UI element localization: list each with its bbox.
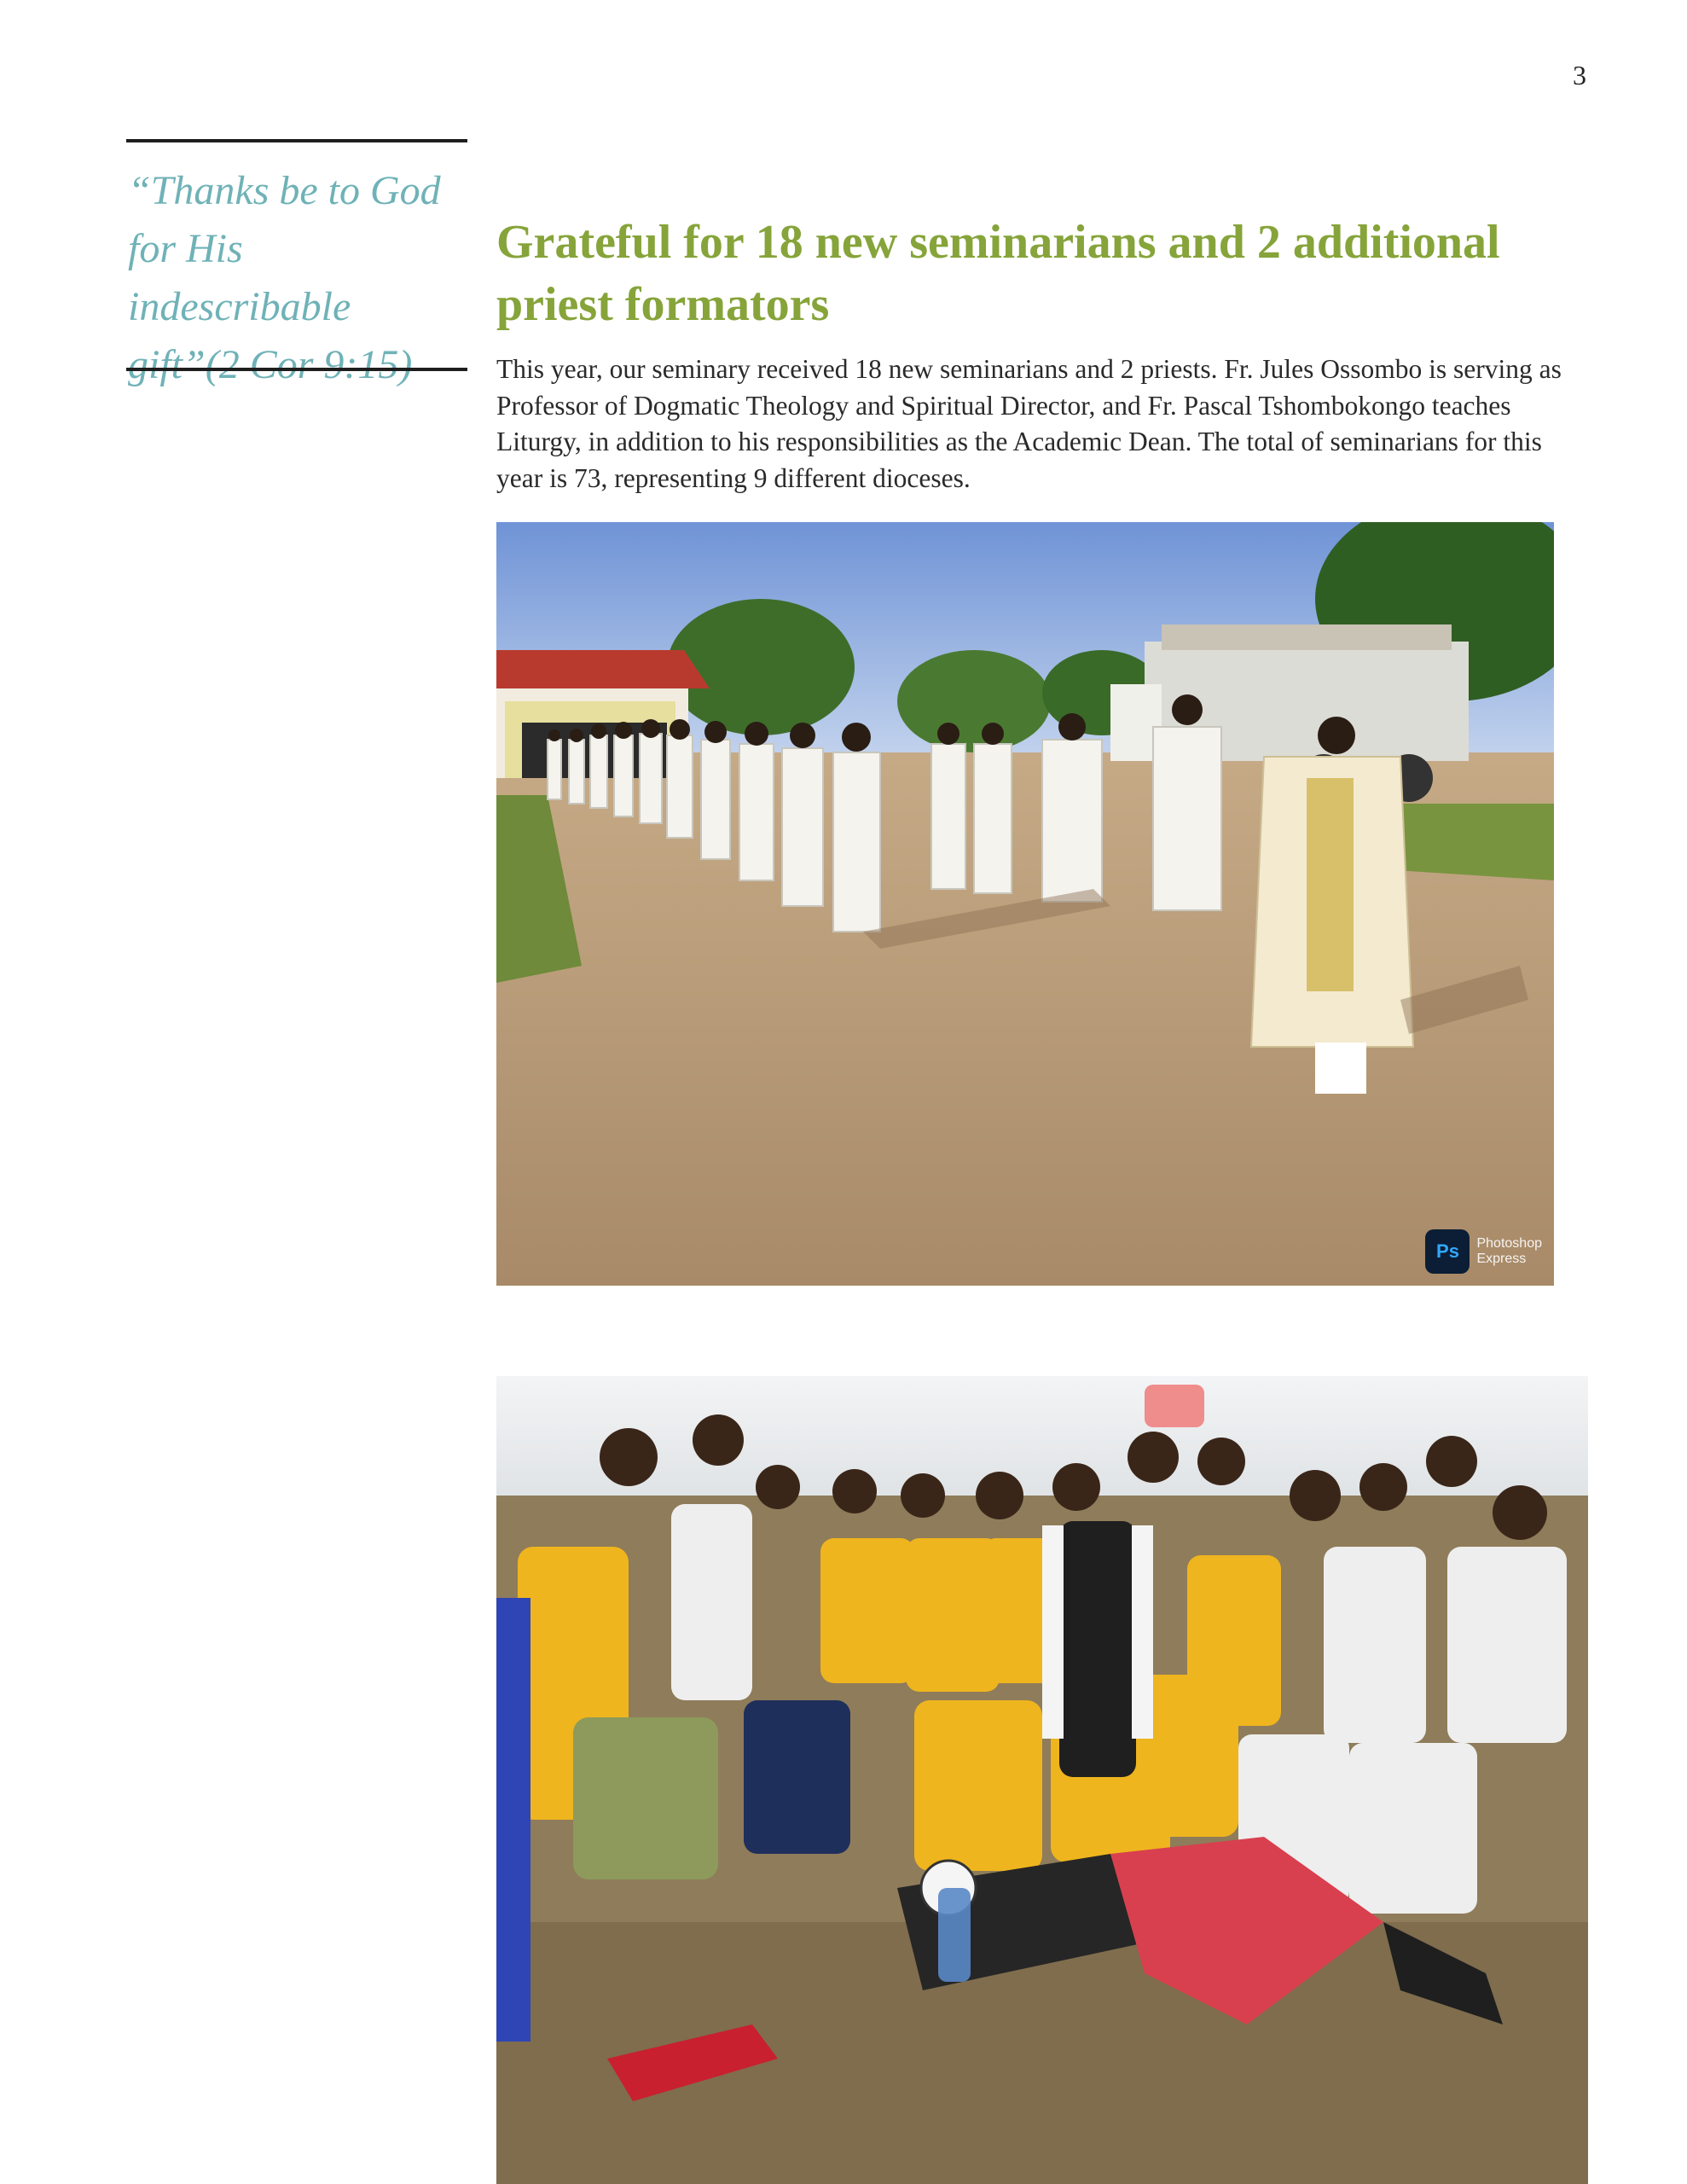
group-football-photo xyxy=(496,1376,1588,2184)
watermark-line-2: Express xyxy=(1476,1252,1527,1266)
article-headline: Grateful for 18 new seminarians and 2 additional priest formators xyxy=(496,216,1500,331)
photoshop-express-watermark xyxy=(1425,1229,1542,1274)
page-number: 3 xyxy=(1573,60,1586,90)
watermark-line-1: Photoshop xyxy=(1476,1236,1542,1251)
article-body: This year, our seminary received 18 new seminarians and 2 priests. Fr. Jules Ossombo is serving as Professor of Dogmatic Theology and Spiritual Director, and Fr. Pascal Tshombokongo teaches Liturgy, in addition to his responsibilities as the Academic Dean. The total of seminarians for this year is 73, representing 9 different dioceses. xyxy=(496,354,1562,493)
procession-illustration xyxy=(496,522,1554,1286)
procession-photo xyxy=(496,522,1554,1286)
group-photo-illustration xyxy=(496,1376,1588,2184)
photoshop-logo-icon: Ps xyxy=(1425,1229,1470,1274)
quote-bottom-rule xyxy=(126,368,467,371)
pull-quote: “Thanks be to God for His indescribable gift”(2 Cor 9:15) xyxy=(128,168,441,387)
quote-top-rule xyxy=(126,139,467,142)
watermark-text xyxy=(1476,1236,1542,1267)
